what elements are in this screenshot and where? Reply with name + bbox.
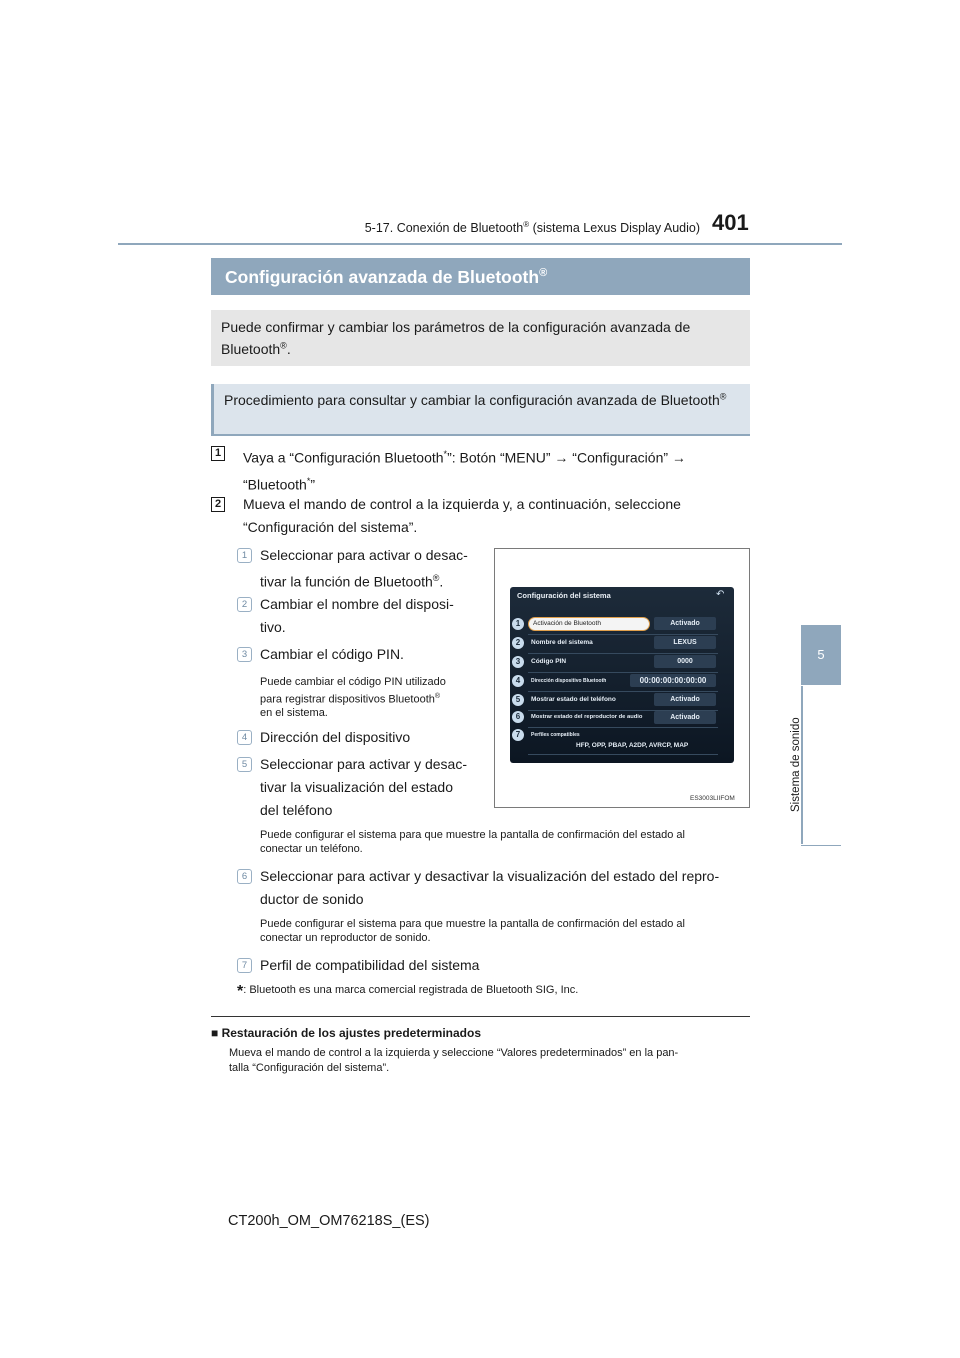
item-3-note bbox=[260, 676, 490, 720]
screen-row-divider bbox=[528, 672, 718, 673]
screen-row-number-1: 1 bbox=[512, 618, 524, 630]
step-2-text bbox=[243, 493, 753, 539]
screen-row-label-7: Perfiles compatibles bbox=[531, 732, 580, 738]
screen-row-number-3: 3 bbox=[512, 656, 524, 668]
item-5-line1: Seleccionar para activar y desac- bbox=[260, 756, 467, 772]
item-5-note-1: Puede configurar el sistema para que muestre la pantalla de confirmación del estado al bbox=[260, 829, 685, 841]
procedure-sup: ® bbox=[719, 391, 727, 402]
item-6-line2: ductor de sonido bbox=[260, 891, 364, 907]
item-6-note-2: conectar un reproductor de sonido. bbox=[260, 931, 431, 944]
section-divider bbox=[211, 1016, 750, 1017]
footnote-star: * bbox=[237, 983, 244, 1000]
figure-code: ES3003LIIFOM bbox=[690, 795, 735, 802]
page-number: 401 bbox=[712, 210, 749, 235]
screen-row-value-6[interactable]: Activado bbox=[654, 711, 716, 724]
screen-row-number-2: 2 bbox=[512, 637, 524, 649]
restore-text bbox=[229, 1046, 749, 1075]
screen-row-label-5[interactable]: Mostrar estado del teléfono bbox=[531, 696, 616, 703]
item-5-line2: tivar la visualización del estado bbox=[260, 779, 453, 795]
step-1-line-c: “Bluetooth bbox=[243, 476, 307, 493]
screen-row-divider bbox=[528, 691, 718, 692]
step-number-2: 2 bbox=[211, 497, 225, 512]
screen-row-number-6: 6 bbox=[512, 711, 524, 723]
item-5-text bbox=[260, 753, 490, 822]
intro-sup: ® bbox=[280, 340, 287, 351]
chapter-tab-number: 5 bbox=[801, 625, 841, 685]
header-rule bbox=[118, 243, 842, 245]
intro-end: . bbox=[286, 340, 291, 357]
header-text-end: (sistema Lexus Display Audio) bbox=[529, 221, 700, 236]
square-bullet-icon: ■ bbox=[211, 1026, 219, 1040]
screen-row-divider bbox=[528, 754, 718, 755]
item-4-text: Dirección del dispositivo bbox=[260, 729, 411, 745]
screen-row-value-4: 00:00:00:00:00:00 bbox=[630, 674, 716, 687]
item-3-text: Cambiar el código PIN. bbox=[260, 646, 404, 662]
back-arrow-icon[interactable]: ↶ bbox=[716, 589, 725, 600]
screen-row-divider bbox=[528, 634, 718, 635]
item-3-note-1: Puede cambiar el código PIN utilizado bbox=[260, 676, 446, 688]
screen-row-label-6[interactable]: Mostrar estado del reproductor de audio bbox=[531, 714, 643, 720]
step-number-1: 1 bbox=[211, 446, 225, 461]
screen-row-value-7: HFP, OPP, PBAP, A2DP, AVRCP, MAP bbox=[576, 742, 689, 749]
screen-row-number-5: 5 bbox=[512, 694, 524, 706]
document-id: CT200h_OM_OM76218S_(ES) bbox=[228, 1213, 430, 1229]
item-7-text: Perfil de compatibilidad del sistema bbox=[260, 957, 480, 973]
item-5-note bbox=[260, 829, 750, 856]
item-number-6: 6 bbox=[237, 869, 252, 884]
trademark-star: * bbox=[306, 475, 311, 486]
item-3-note-3: en el sistema. bbox=[260, 706, 328, 719]
item-3-note-2: para registrar dispositivos Bluetooth bbox=[260, 693, 435, 706]
trademark-star: * bbox=[443, 449, 448, 459]
item-2-line2: tivo. bbox=[260, 619, 286, 635]
step-1-line-a: Vaya a “Configuración Bluetooth bbox=[243, 449, 444, 466]
restore-title: Restauración de los ajustes predeterminados bbox=[221, 1026, 482, 1040]
screen-row-divider bbox=[528, 653, 718, 654]
screen-row-label-3[interactable]: Código PIN bbox=[531, 658, 567, 665]
screen-title: Configuración del sistema bbox=[517, 591, 611, 600]
chapter-tab-rule bbox=[801, 845, 841, 846]
footnote-text: : Bluetooth es una marca comercial registrada de Bluetooth SIG, Inc. bbox=[243, 984, 579, 996]
screen-row-label-4: Dirección dispositivo Bluetooth bbox=[531, 678, 607, 684]
item-1-text bbox=[260, 544, 490, 594]
chapter-tab-label: Sistema de sonido bbox=[790, 717, 802, 813]
item-6-line1: Seleccionar para activar y desactivar la visualización del estado del repro- bbox=[260, 868, 720, 884]
step-1-text bbox=[243, 443, 753, 496]
step-2-line-b: “Configuración del sistema”. bbox=[243, 519, 418, 535]
item-number-2: 2 bbox=[237, 597, 252, 612]
item-1-end: . bbox=[439, 573, 444, 590]
section-title: Configuración avanzada de Bluetooth bbox=[225, 267, 540, 287]
item-2-line1: Cambiar el nombre del disposi- bbox=[260, 596, 454, 612]
item-number-5: 5 bbox=[237, 757, 252, 772]
intro-text: Puede confirmar y cambiar los parámetros de la configuración avanzada de Bluetooth bbox=[221, 319, 691, 357]
item-5-note-2: conectar un teléfono. bbox=[260, 842, 363, 855]
item-1-sup: ® bbox=[432, 573, 440, 583]
footnote bbox=[237, 983, 578, 1001]
screen-row-number-4: 4 bbox=[512, 675, 524, 687]
section-title-sup: ® bbox=[539, 267, 548, 280]
screen-row-divider bbox=[528, 727, 718, 728]
item-number-3: 3 bbox=[237, 647, 252, 662]
procedure-heading bbox=[211, 384, 750, 436]
item-3-note-sup: ® bbox=[434, 692, 441, 700]
item-number-7: 7 bbox=[237, 958, 252, 973]
restore-text-2: talla “Configuración del sistema”. bbox=[229, 1061, 390, 1074]
item-number-1: 1 bbox=[237, 548, 252, 563]
section-banner bbox=[211, 258, 750, 295]
procedure-title: Procedimiento para consultar y cambiar la configuración avanzada de Bluetooth bbox=[224, 392, 720, 408]
screen-row-value-5[interactable]: Activado bbox=[654, 693, 716, 706]
restore-text-1: Mueva el mando de control a la izquierda y seleccione “Valores predeterminados” en la pan- bbox=[229, 1047, 679, 1059]
item-2-text bbox=[260, 593, 490, 639]
item-5-line3: del teléfono bbox=[260, 802, 333, 818]
item-6-text bbox=[260, 865, 755, 911]
screen-row-value-3[interactable]: 0000 bbox=[654, 655, 716, 668]
intro-box bbox=[211, 310, 750, 366]
step-1-line-b: ”: Botón “MENU” → “Configuración” → bbox=[447, 449, 686, 466]
step-2-line-a: Mueva el mando de control a la izquierda y, a continuación, seleccione bbox=[243, 496, 681, 512]
screen-row-value-2[interactable]: LEXUS bbox=[654, 636, 716, 649]
step-1-line-d: ” bbox=[310, 476, 316, 493]
restore-heading bbox=[211, 1026, 481, 1040]
screen-row-label-2[interactable]: Nombre del sistema bbox=[531, 639, 593, 646]
screen-row-value-1[interactable]: Activado bbox=[654, 617, 716, 630]
item-6-note-1: Puede configurar el sistema para que muestre la pantalla de confirmación del estado al bbox=[260, 918, 685, 930]
running-header bbox=[330, 220, 700, 235]
item-1-line1: Seleccionar para activar o desac- bbox=[260, 547, 468, 563]
screen-row-label-1[interactable]: Activación de Bluetooth bbox=[533, 620, 601, 627]
item-1-line2: tivar la función de Bluetooth bbox=[260, 573, 433, 590]
screen-row-number-7: 7 bbox=[512, 729, 524, 741]
item-number-4: 4 bbox=[237, 730, 252, 745]
header-sup: ® bbox=[523, 220, 530, 229]
header-text: 5-17. Conexión de Bluetooth bbox=[364, 221, 524, 236]
item-6-note bbox=[260, 918, 750, 945]
